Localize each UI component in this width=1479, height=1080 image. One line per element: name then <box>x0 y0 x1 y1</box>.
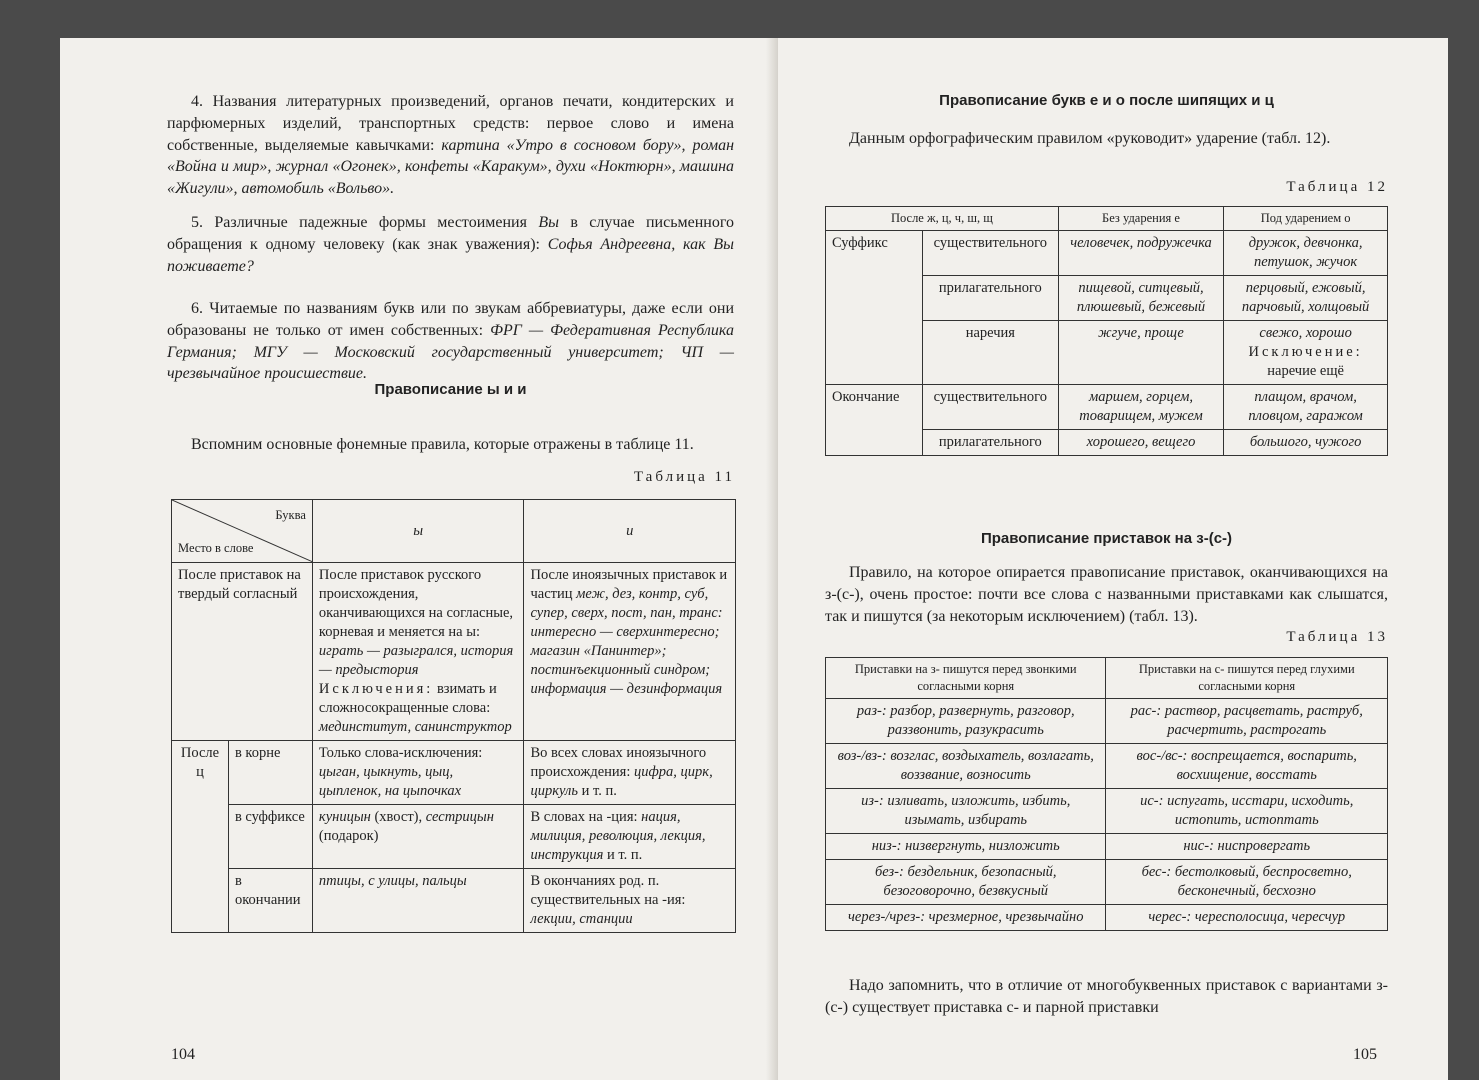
row2b-i-text: В словах на -ция: <box>530 809 638 825</box>
row2b-y-note2: (подарок) <box>318 828 379 844</box>
table-11 <box>171 499 736 933</box>
row1-y-text: После приставок русского происхождения, оканчивающихся на согласные, корневая и меняется на ы: <box>318 567 514 640</box>
right-page <box>778 38 1448 1080</box>
item4-text: 4. Названия литературных произведений, органов печати, кондитерских и парфюмерных изделий, транспортных средств: первое слово и имена собственные, выделяемые кавычками: <box>167 93 734 154</box>
table-11-caption: Таблица 11 <box>633 469 735 485</box>
item6-examples: ФРГ — Федеративная Республика Германия; МГУ — Московский государственный университет; ЧП — чрезвычайное происшествие. <box>167 321 734 383</box>
col-y-header: ы <box>312 500 524 563</box>
t12-s-adv-exc2: наречие ещё <box>1267 363 1344 379</box>
t13-row <box>826 699 1388 744</box>
row2b-y-word1: куницын <box>318 809 371 825</box>
paragraph-item6 <box>167 298 734 385</box>
row2b-i-tail: и т. п. <box>606 847 643 863</box>
table-12-caption: Таблица 12 <box>1286 179 1388 195</box>
paragraph-outro <box>825 975 1388 1019</box>
row2a-y-cell <box>312 741 524 805</box>
t13-row2-z: воз-/вз-: возглас, воздыхатель, возлагать, воззвание, возносить <box>826 744 1106 789</box>
t13-row <box>826 860 1388 905</box>
t13-row <box>826 834 1388 860</box>
t12-s-adv-o-cell <box>1224 321 1388 385</box>
intro2-text: Правило, на которое опирается правописание приставок, оканчивающихся на з-(с-), очень простое: почти все слова с названными приставками как слышатся, так и пишутся (за некоторым исключением) (табл. 13). <box>825 564 1388 625</box>
t12-ending-adj: прилагательного <box>922 430 1058 456</box>
t13-header-s: Приставки на с- пишутся перед глухими согласными корня <box>1106 658 1388 699</box>
item4-examples: картина «Утро в сосновом бору», роман «Война и мир», журнал «Огонек», конфеты «Каракум», духи «Ноктюрн», машина «Жигули», автомобиль «Вольво». <box>167 136 735 198</box>
paragraph-intro2 <box>825 562 1388 627</box>
t12-suffix-adj: прилагательного <box>922 276 1058 321</box>
table-13 <box>825 657 1388 931</box>
table-12 <box>825 206 1388 456</box>
row2a-i-tail: и т. п. <box>581 783 617 799</box>
t13-row5-z: без-: бездельник, безопасный, безоговорочно, безвкусный <box>826 860 1106 905</box>
t13-row <box>826 789 1388 834</box>
t13-row4-z: низ-: низвергнуть, низложить <box>826 834 1106 860</box>
row1-place: После приставок на твердый согласный <box>172 563 313 741</box>
row1-i-cell <box>524 563 736 741</box>
item5-rest: в случае письменного обращения к одному человеку (как знак уважения): <box>167 214 734 253</box>
t12-s-noun-e: человечек, подружечка <box>1058 231 1223 276</box>
t13-row2-s: вос-/вс-: воспрещается, воспарить, восхищение, восстать <box>1106 744 1388 789</box>
row2a-sub: в корне <box>228 741 312 805</box>
t13-row4-s: нис-: ниспровергать <box>1106 834 1388 860</box>
row2c-i-cell <box>524 869 736 933</box>
row2b-y-cell <box>312 805 524 869</box>
t12-suffix-adv: наречия <box>922 321 1058 385</box>
paragraph-item4 <box>167 91 734 200</box>
t13-row3-s: ис-: испугать, исстари, исходить, истопить, истоптать <box>1106 789 1388 834</box>
paragraph-intro1 <box>825 128 1388 150</box>
row2b-y-word2: сестрицын <box>425 809 494 825</box>
diag-top-label: Буква <box>275 508 306 522</box>
t13-row6-z: через-/чрез-: чрезмерное, чрезвычайно <box>826 905 1106 931</box>
t13-row6-s: черес-: чересполосица, чересчур <box>1106 905 1388 931</box>
col-i-header: и <box>524 500 736 563</box>
t12-s-adj-e: пищевой, ситцевый, плюшевый, бежевый <box>1058 276 1223 321</box>
row2c-y-examples: птицы, с улицы, пальцы <box>318 873 467 889</box>
t12-e-adj-o: большого, чужого <box>1224 430 1388 456</box>
t12-header-stressed: Под ударением о <box>1224 207 1388 231</box>
row1-y-exc-label: Исключения: <box>318 681 434 697</box>
row2c-sub: в окончании <box>228 869 312 933</box>
heading-y-i: Правописание ы и и <box>374 381 527 398</box>
t12-header-after: После ж, ц, ч, ш, щ <box>826 207 1059 231</box>
left-page <box>60 38 772 1080</box>
row1-y-cell <box>312 563 524 741</box>
row2a-y-text: Только слова-исключения: <box>318 745 483 761</box>
table-13-caption: Таблица 13 <box>1286 629 1388 645</box>
row2b-i-examples: нация, милиция, революция, лекция, инструкция <box>530 809 706 863</box>
t13-row1-s: рас-: раствор, расцветать, раструб, расчертить, растрогать <box>1106 699 1388 744</box>
row2c-y-cell <box>312 869 524 933</box>
row1-y-exc: взимать и сложносокращенные слова: <box>318 681 497 716</box>
row1-i-examples: меж, дез, контр, суб, супер, сверх, пост, пан, транс: интересно — сверхинтересно; магазин «Панинтер»; постинъекционный синдром; информация — дезинформация <box>530 586 723 697</box>
item5-example: Софья Андреевна, как Вы поживаете? <box>167 235 735 275</box>
t12-s-adv-o: свежо, хорошо <box>1259 325 1352 341</box>
item5-vy: Вы <box>538 214 559 231</box>
row2a-i-text: Во всех словах иноязычного происхождения: <box>530 745 707 780</box>
page-number-right: 105 <box>1353 1046 1377 1063</box>
t12-ending: Окончание <box>826 385 923 456</box>
t12-s-adj-o: перцовый, ежовый, парчовый, холщовый <box>1224 276 1388 321</box>
row2b-sub: в суффиксе <box>228 805 312 869</box>
intro1-text: Данным орфографическим правилом «руководит» ударение (табл. 12). <box>849 130 1331 147</box>
t12-header-unstressed: Без ударения е <box>1058 207 1223 231</box>
t12-e-adj-e: хорошего, вещего <box>1058 430 1223 456</box>
item5-text: 5. Различные падежные формы местоимения <box>191 214 527 231</box>
row2a-i-cell <box>524 741 736 805</box>
table-11-diag-header <box>172 500 313 563</box>
row1-y-examples: играть — разыгрался, история — предыстория <box>318 643 514 678</box>
row2b-y-note1: (хвост), <box>374 809 423 825</box>
t13-row <box>826 744 1388 789</box>
page-number-left: 104 <box>171 1046 195 1063</box>
t12-ending-noun: существительного <box>922 385 1058 430</box>
t12-s-adv-exc: Исключение: <box>1248 344 1363 360</box>
t12-e-noun-o: плащом, врачом, пловцом, гаражом <box>1224 385 1388 430</box>
row2c-i-examples: лекции, станции <box>530 911 633 927</box>
row2a-y-examples: цыган, цыкнуть, цыц, цыпленок, на цыпочках <box>318 764 462 799</box>
row2c-i-text: В окончаниях род. п. существительных на -ия: <box>530 873 686 908</box>
t13-header-z: Приставки на з- пишутся перед звонкими согласными корня <box>826 658 1106 699</box>
row1-y-exc-examples: мединститут, санинструктор <box>318 719 512 735</box>
t13-row1-z: раз-: разбор, развернуть, разговор, раззвонить, разукрасить <box>826 699 1106 744</box>
row1-i-text: После иноязычных приставок и частиц <box>530 567 728 602</box>
t12-s-noun-o: дружок, девчонка, петушок, жучок <box>1224 231 1388 276</box>
outro-text: Надо запомнить, что в отличие от многобуквенных приставок с вариантами з-(с-) существует приставка с- и парной приставки <box>825 977 1388 1016</box>
t12-e-noun-e: маршем, горцем, товарищем, мужем <box>1058 385 1223 430</box>
item6-text: 6. Читаемые по названиям букв или по звукам аббревиатуры, даже если они образованы не только от имен собственных: <box>167 300 734 339</box>
heading-prefixes: Правописание приставок на з-(с-) <box>980 530 1233 547</box>
t13-row5-s: бес-: бестолковый, беспросветно, бесконечный, бесхозно <box>1106 860 1388 905</box>
t13-row <box>826 905 1388 931</box>
row2b-i-cell <box>524 805 736 869</box>
paragraph-item5 <box>167 212 734 277</box>
intro-text: Вспомним основные фонемные правила, которые отражены в таблице 11. <box>191 436 694 453</box>
t12-s-adv-e: жгуче, проще <box>1058 321 1223 385</box>
t13-row3-z: из-: изливать, изложить, избить, изымать, избирать <box>826 789 1106 834</box>
row2a-i-examples: цифра, цирк, циркуль <box>530 764 713 799</box>
heading-e-o: Правописание букв е и о после шипящих и ц <box>939 92 1274 109</box>
t12-suffix-noun: существительного <box>922 231 1058 276</box>
row2-place: После ц <box>172 741 229 933</box>
paragraph-intro <box>167 434 734 456</box>
diag-bottom-label: Место в слове <box>178 541 254 555</box>
t12-suffix: Суффикс <box>826 231 923 385</box>
